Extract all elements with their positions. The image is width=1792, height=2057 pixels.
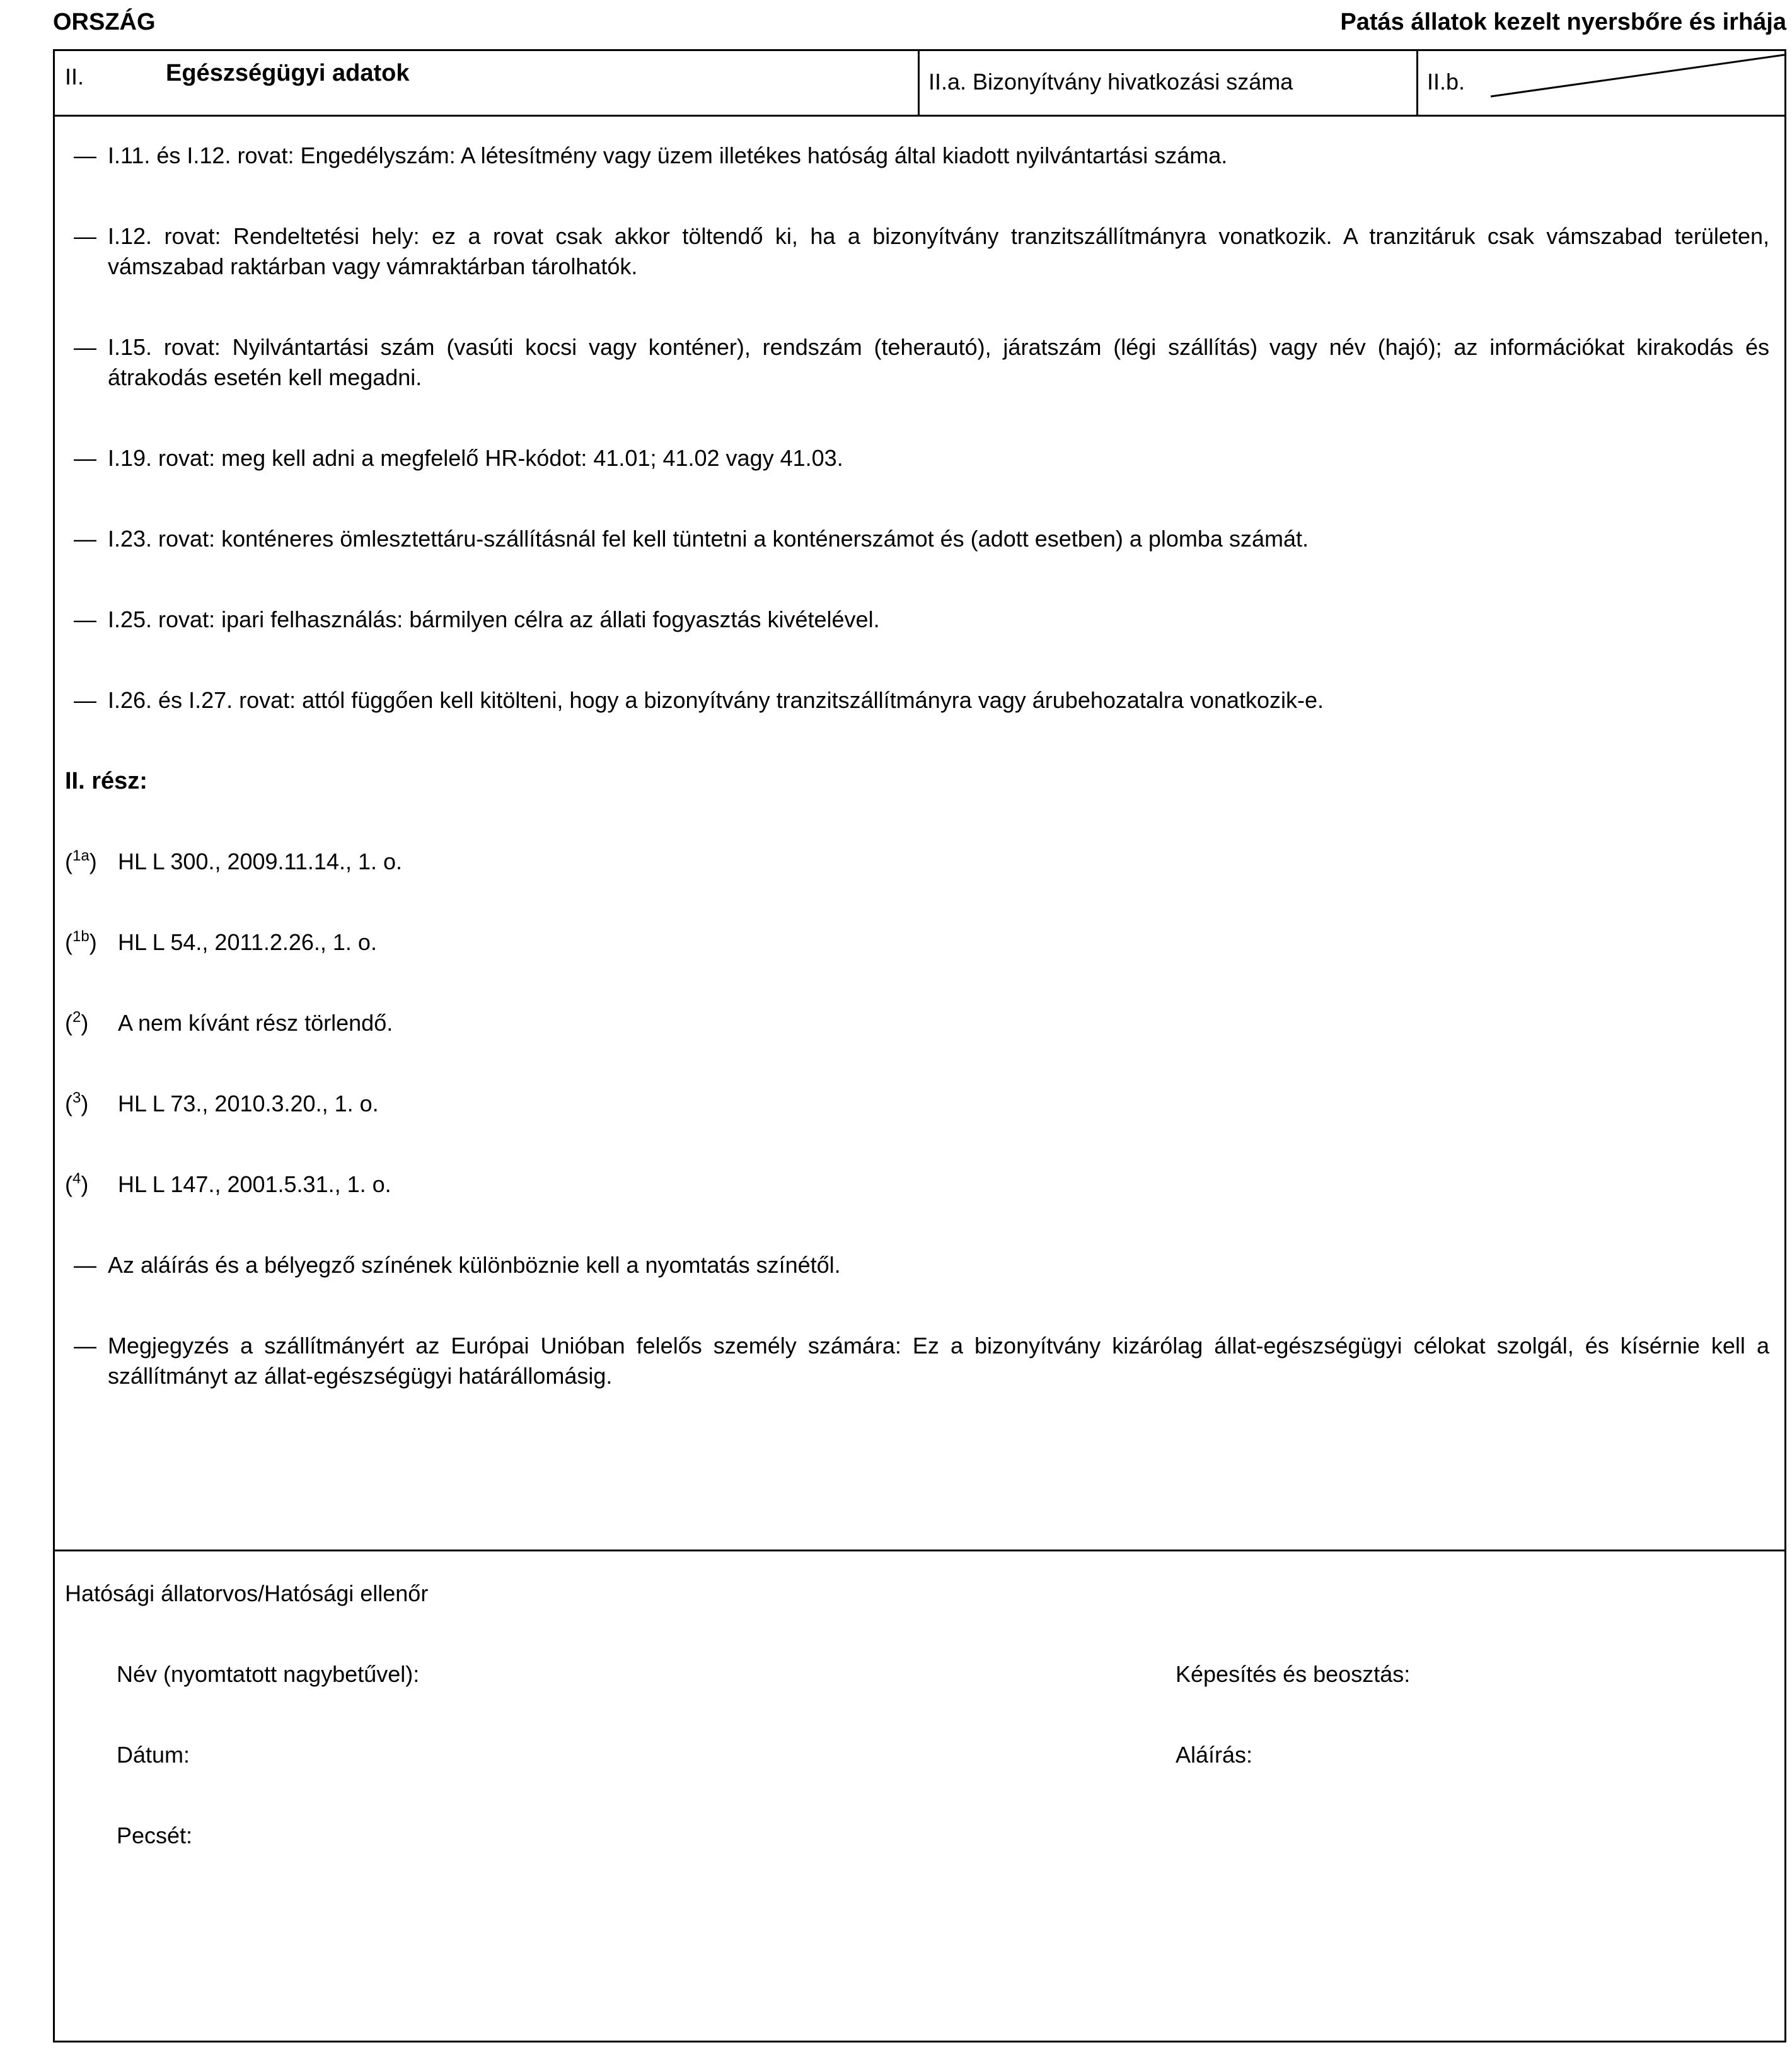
name-label: Név (nyomtatott nagybetűvel):: [117, 1661, 420, 1687]
date-label: Dátum:: [117, 1742, 190, 1768]
section-title: Egészségügyi adatok: [166, 60, 410, 86]
reference-marker: ($^2$): [65, 1009, 89, 1036]
dash: —: [74, 606, 96, 632]
iib-cell: [1418, 51, 1784, 115]
dash: —: [74, 445, 96, 471]
certificate-frame: [53, 49, 1786, 2043]
reference-marker: ($^4$): [65, 1170, 89, 1197]
note-text: Megjegyzés a szállítmányért az Európai Unióban felelős személy számára: Ez a bizonyítvány kizárólag állat-egészségügyi célokat szolgál, és kísérnie kell a szállítmányt az állat-egészségügyi határállomásig.: [108, 1333, 1769, 1389]
note-item: [74, 332, 1769, 393]
dash: —: [74, 334, 96, 360]
reference-number-label: II.a. Bizonyítvány hivatkozási száma: [928, 69, 1293, 95]
note-text: Az aláírás és a bélyegző színének különböznie kell a nyomtatás színétől.: [108, 1252, 841, 1278]
note-text: I.25. rovat: ipari felhasználás: bármilyen célra az állati fogyasztás kivételével.: [108, 606, 880, 632]
product-title: Patás állatok kezelt nyersbőre és irhája: [1340, 9, 1786, 35]
reference-text: HL L 54., 2011.2.26., 1. o.: [118, 929, 377, 955]
dash: —: [74, 223, 96, 249]
stamp-label: Pecsét:: [117, 1822, 193, 1848]
note-item: [74, 1331, 1769, 1391]
reference-item: [65, 927, 1767, 958]
country-label: ORSZÁG: [53, 9, 156, 35]
note-text: I.19. rovat: meg kell adni a megfelelő HR-kódot: 41.01; 41.02 vagy 41.03.: [108, 445, 843, 471]
note-text: I.12. rovat: Rendeltetési hely: ez a rovat csak akkor töltendő ki, ha a bizonyítvány tranzitszállítmányra vonatkozik. A tranzitáruk csak vámszabad területen, vámszabad raktárban vagy vámraktárban tárolhatók.: [108, 223, 1769, 279]
reference-text: HL L 147., 2001.5.31., 1. o.: [118, 1171, 391, 1197]
table-head-row: [55, 51, 1784, 117]
reference-number-cell: [920, 51, 1418, 115]
diagonal-strike-line: [1418, 51, 1784, 115]
iib-label: II.b.: [1427, 69, 1465, 95]
signature-section: [55, 1551, 1784, 2041]
reference-marker: ($^{1a}$): [65, 847, 97, 874]
note-item: [74, 524, 1769, 554]
note-text: I.26. és I.27. rovat: attól függően kell kitölteni, hogy a bizonyítvány tranzitszállítmányra vagy árubehozatalra vonatkozik-e.: [108, 687, 1324, 713]
reference-marker: ($^3$): [65, 1089, 89, 1116]
note-item: [74, 1250, 1769, 1280]
section-cell: [55, 51, 920, 115]
reference-item: [65, 1089, 1767, 1119]
dash: —: [74, 1333, 96, 1359]
dash: —: [74, 1252, 96, 1278]
dash: —: [74, 687, 96, 713]
note-text: I.23. rovat: konténeres ömlesztettáru-szállításnál fel kell tüntetni a konténerszámot és (adott esetben) a plomba számát.: [108, 526, 1309, 552]
note-item: [74, 221, 1769, 282]
signature-label: Aláírás:: [1176, 1742, 1253, 1768]
reference-text: HL L 300., 2009.11.14., 1. o.: [118, 849, 403, 874]
reference-text: HL L 73., 2010.3.20., 1. o.: [118, 1091, 379, 1116]
note-text: I.11. és I.12. rovat: Engedélyszám: A létesítmény vagy üzem illetékes hatóság által kiadott nyilvántartási száma.: [108, 142, 1228, 168]
note-item: [74, 141, 1769, 171]
note-item: [74, 605, 1769, 635]
qualification-label: Képesítés és beosztás:: [1176, 1661, 1411, 1687]
section-number: II.: [65, 64, 84, 90]
reference-marker: ($^{1b}$): [65, 928, 97, 955]
reference-item: [65, 1008, 1767, 1038]
note-item: [74, 443, 1769, 473]
part-two-title: II. rész:: [65, 768, 147, 794]
note-text: I.15. rovat: Nyilvántartási szám (vasúti kocsi vagy konténer), rendszám (teherautó), járatszám (légi szállítás) vagy név (hajó); az információkat kirakodás és átrakodás esetén kell megadni.: [108, 334, 1769, 390]
note-item: [74, 685, 1769, 716]
reference-item: [65, 847, 1767, 877]
dash: —: [74, 142, 96, 168]
page-header: [53, 9, 1786, 48]
notes-section: [55, 117, 1784, 1551]
dash: —: [74, 526, 96, 552]
reference-item: [65, 1169, 1767, 1200]
official-veterinarian-heading: Hatósági állatorvos/Hatósági ellenőr: [65, 1580, 429, 1606]
reference-text: A nem kívánt rész törlendő.: [118, 1010, 393, 1036]
